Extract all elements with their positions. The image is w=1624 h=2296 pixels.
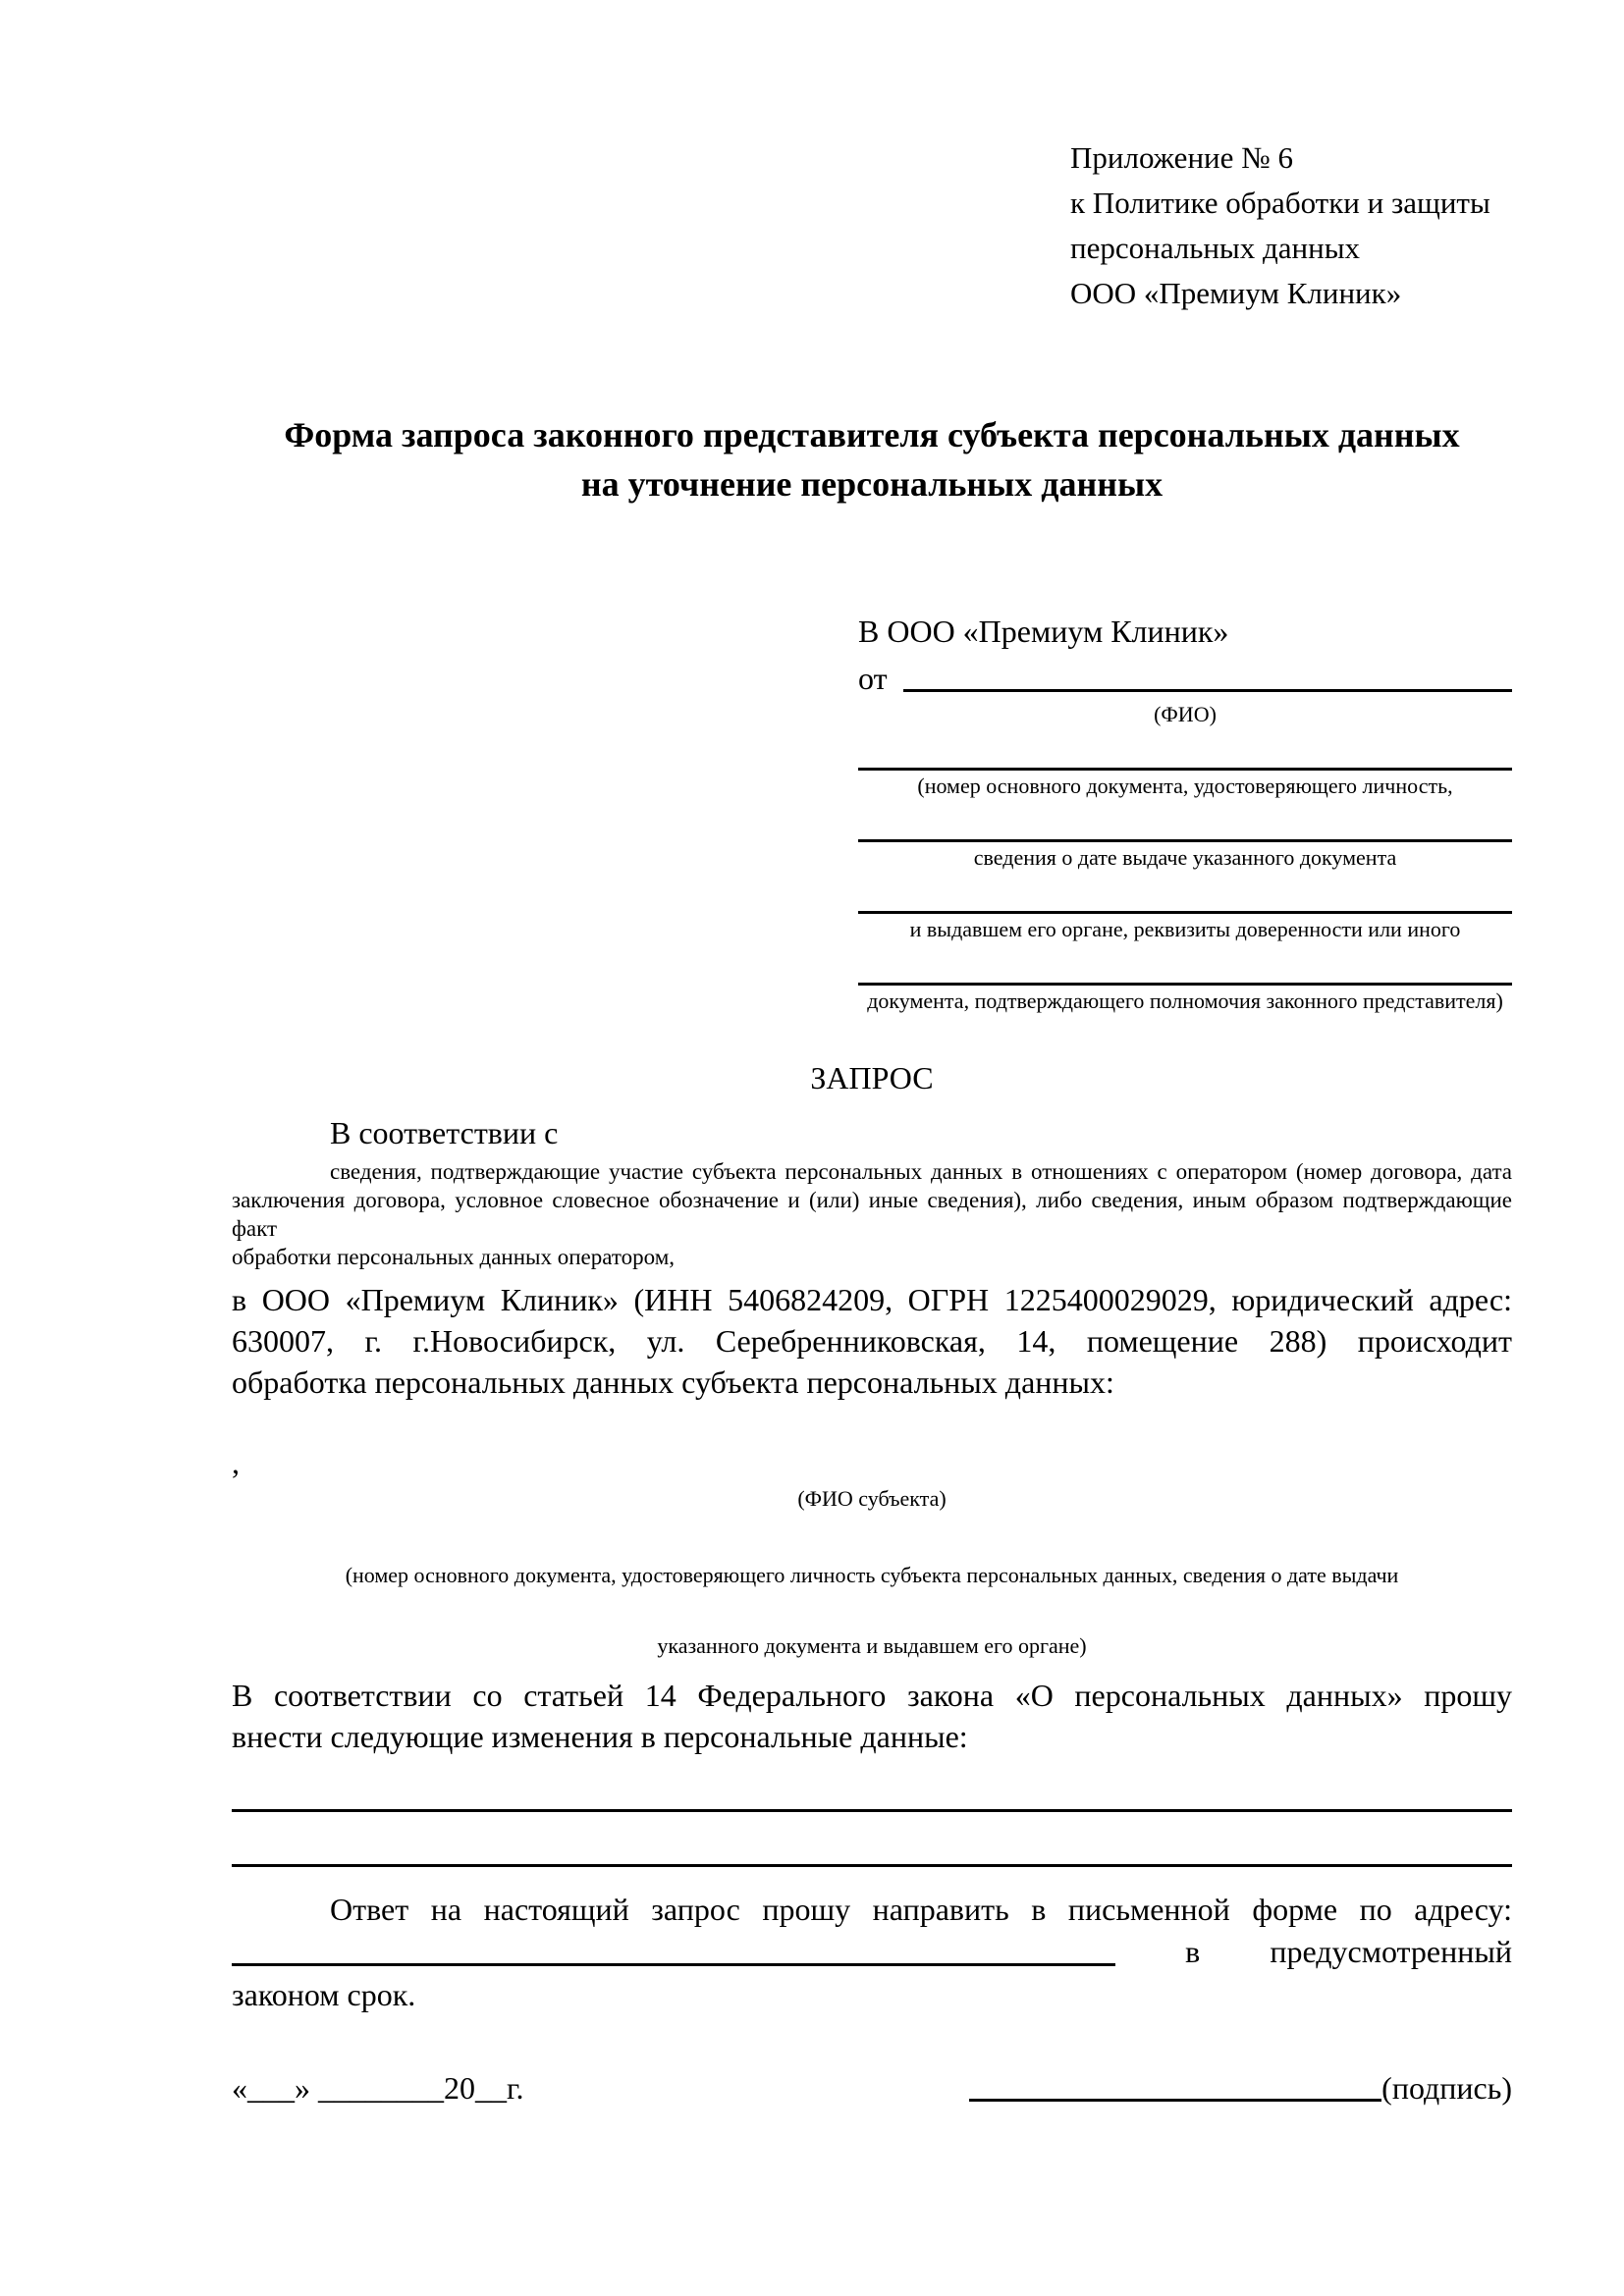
fill-in-line-issue-date: [858, 839, 1512, 842]
caption-issuing-authority: и выдавшем его органе, реквизиты доверенности или иного: [909, 917, 1461, 941]
law-paragraph-line: В соответствии со статьей 14 Федерального закона «О персональных данных» прошу: [232, 1678, 1512, 1713]
subject-fio-comma: ,: [232, 1445, 240, 1480]
caption-document-number: (номер основного документа, удостоверяющего личность,: [917, 774, 1453, 798]
document-title-line1: Форма запроса законного представителя субъекта персональных данных: [284, 415, 1460, 454]
page-content: [232, 0, 1512, 2109]
fill-in-line-issuing-authority: [858, 911, 1512, 914]
from-row: [858, 658, 1512, 699]
signature-caption: (подпись): [1381, 2070, 1512, 2106]
addressee-field: [858, 768, 1512, 799]
answer-paragraph-line3: законом срок.: [232, 1977, 416, 2012]
addressee-field: [858, 839, 1512, 871]
appendix-block: [1070, 135, 1512, 316]
caption-subject-fio: (ФИО субъекта): [797, 1486, 947, 1511]
addressee-field: [858, 911, 1512, 942]
fill-in-line-address: [232, 1963, 1115, 1966]
fill-in-line-fio: [903, 689, 1512, 692]
note-line: обработки персональных данных оператором,: [232, 1245, 675, 1269]
accordance-label: В соответствии с: [330, 1115, 559, 1150]
operator-paragraph: [232, 1279, 1512, 1403]
addressee-block: [858, 611, 1512, 1014]
appendix-line: персональных данных: [1070, 231, 1361, 265]
law-paragraph-line: внести следующие изменения в персональные данные:: [232, 1719, 968, 1754]
appendix-line: Приложение № 6: [1070, 140, 1293, 175]
document-title: [232, 410, 1512, 508]
appendix-line: ООО «Премиум Клиник»: [1070, 276, 1402, 310]
caption-issue-date: сведения о дате выдаче указанного документа: [973, 845, 1397, 870]
note-line: заключения договора, условное словесное обозначение и (или) иные сведения), либо сведения, иным образом подтверждающие факт: [232, 1188, 1512, 1241]
accordance-note: [232, 1157, 1512, 1271]
signature-group: [969, 2067, 1512, 2109]
fill-in-line-authority-document: [858, 983, 1512, 986]
subject-document-row: [232, 1557, 1512, 1560]
operator-paragraph-line: в ООО «Премиум Клиник» (ИНН 5406824209, ОГРН 1225400029029, юридический адрес:: [232, 1282, 1512, 1317]
subject-document-row: [232, 1628, 1512, 1630]
law-paragraph: [232, 1675, 1512, 1757]
addressee-field: [858, 983, 1512, 1014]
operator-paragraph-line: 630007, г. г.Новосибирск, ул. Серебренниковская, 14, помещение 288) происходит: [232, 1323, 1512, 1359]
fill-in-line-changes-2: [232, 1812, 1512, 1867]
document-title-line2: на уточнение персональных данных: [580, 464, 1164, 504]
caption-fio: (ФИО): [1154, 702, 1217, 726]
appendix-line: к Политике обработки и защиты: [1070, 186, 1490, 220]
subject-fio-row: [232, 1442, 1512, 1483]
fill-in-line-signature: [969, 2099, 1381, 2102]
answer-paragraph-line1: Ответ на настоящий запрос прошу направить в письменной форме по адресу:: [330, 1892, 1512, 1927]
answer-word: предусмотренный: [1270, 1934, 1512, 1969]
caption-subject-document-1: (номер основного документа, удостоверяющего личность субъекта персональных данных, сведения о дате выдачи: [345, 1563, 1399, 1587]
answer-preposition: в: [1185, 1934, 1201, 1969]
answer-paragraph-line2: [232, 1930, 1512, 1973]
fill-in-line-document-number: [858, 768, 1512, 771]
fill-in-line-changes-1: [232, 1757, 1512, 1812]
request-heading: ЗАПРОС: [810, 1060, 934, 1095]
date-signature-row: [232, 2067, 1512, 2109]
caption-authority-document: документа, подтверждающего полномочия законного представителя): [867, 988, 1503, 1013]
accordance-row: [232, 1112, 1512, 1153]
from-label: от: [858, 661, 888, 696]
date-blank: «___» ________20__г.: [232, 2070, 524, 2106]
note-line: сведения, подтверждающие участие субъекта персональных данных в отношениях с оператором (номер договора, дата: [330, 1159, 1512, 1184]
caption-subject-document-2: указанного документа и выдавшем его органе): [657, 1633, 1087, 1658]
operator-paragraph-line: обработка персональных данных субъекта персональных данных:: [232, 1364, 1114, 1400]
addressee-to: В ООО «Премиум Клиник»: [858, 614, 1229, 649]
